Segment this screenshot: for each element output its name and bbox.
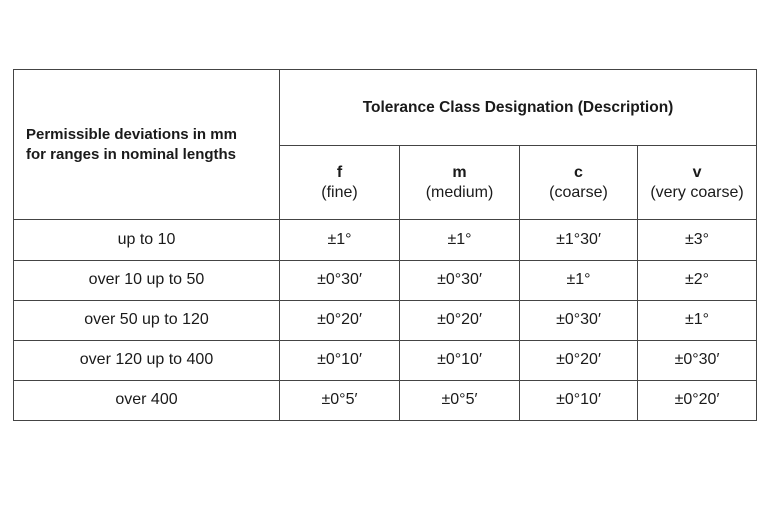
class-header-m: [400, 146, 520, 220]
value-cell-f: ±0°10′: [280, 340, 400, 380]
range-cell: over 50 up to 120: [14, 300, 280, 340]
table-row: [14, 220, 757, 260]
value-cell-m: ±0°20′: [400, 300, 520, 340]
table-header-row: [14, 70, 757, 146]
tolerance-class-header: Tolerance Class Designation (Description): [280, 70, 757, 146]
class-header-v: [638, 146, 757, 220]
value-cell-c: ±0°30′: [520, 300, 638, 340]
class-description: (coarse): [549, 183, 608, 201]
table-row: [14, 300, 757, 340]
value-cell-f: ±0°20′: [280, 300, 400, 340]
table-row: [14, 380, 757, 420]
value-cell-v: ±3°: [638, 220, 757, 260]
class-code: v: [692, 163, 702, 181]
tolerance-table: [13, 69, 757, 421]
class-code: c: [574, 163, 583, 181]
class-description: (medium): [425, 183, 494, 201]
class-description: (very coarse): [650, 183, 744, 201]
class-code: f: [336, 163, 343, 181]
value-cell-v: ±2°: [638, 260, 757, 300]
range-cell: over 10 up to 50: [14, 260, 280, 300]
value-cell-v: ±1°: [638, 300, 757, 340]
class-code: m: [452, 163, 467, 181]
value-cell-c: ±0°20′: [520, 340, 638, 380]
value-cell-m: ±1°: [400, 220, 520, 260]
range-header-line-2: for ranges in nominal lengths: [26, 145, 237, 163]
range-cell: over 400: [14, 380, 280, 420]
range-cell: over 120 up to 400: [14, 340, 280, 380]
class-header-f: [280, 146, 400, 220]
range-header-line-1: Permissible deviations in mm: [26, 126, 237, 144]
value-cell-c: ±0°10′: [520, 380, 638, 420]
range-column-header: [14, 70, 280, 220]
value-cell-m: ±0°30′: [400, 260, 520, 300]
value-cell-c: ±1°30′: [520, 220, 638, 260]
value-cell-v: ±0°20′: [638, 380, 757, 420]
value-cell-f: ±0°30′: [280, 260, 400, 300]
class-header-c: [520, 146, 638, 220]
table-row: [14, 260, 757, 300]
class-description: (fine): [321, 183, 358, 201]
value-cell-m: ±0°5′: [400, 380, 520, 420]
value-cell-f: ±1°: [280, 220, 400, 260]
value-cell-f: ±0°5′: [280, 380, 400, 420]
table-row: [14, 340, 757, 380]
range-cell: up to 10: [14, 220, 280, 260]
value-cell-c: ±1°: [520, 260, 638, 300]
value-cell-m: ±0°10′: [400, 340, 520, 380]
value-cell-v: ±0°30′: [638, 340, 757, 380]
